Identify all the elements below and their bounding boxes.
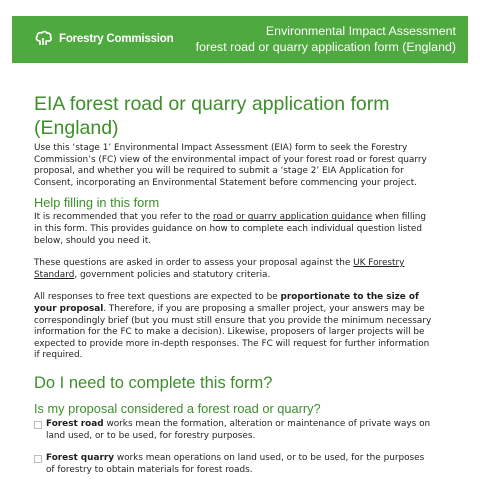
- question-heading: Is my proposal considered a forest road or quarry?: [34, 400, 321, 416]
- logo-text: Forestry Commission: [59, 32, 174, 45]
- option-forest-road: [34, 419, 434, 442]
- help-paragraph-2: [34, 258, 434, 281]
- banner-title-line2: forest road or quarry application form (England): [195, 39, 456, 54]
- forest-road-checkbox[interactable]: [34, 421, 42, 429]
- help-p3-text-before: All responses to free text questions are expected to be: [34, 292, 281, 303]
- help-p2-text-after: , government policies and statutory criteria.: [74, 269, 271, 280]
- forest-road-text: works mean the formation, alteration or maintenance of private ways on land used, or to be used, for forestry purposes.: [46, 418, 431, 441]
- guidance-link[interactable]: road or quarry application guidance: [213, 212, 373, 223]
- page-title: EIA forest road or quarry application form (England): [34, 93, 390, 139]
- intro-paragraph: Use this ‘stage 1’ Environmental Impact Assessment (EIA) form to seek the Forestry Commission’s (FC) view of the environmental impact of your forest road or forest quarry proposal, and whether you will be required to submit a ‘stage 2’ EIA Application for Consent, incorporating an Environmental Statement before commencing your project.: [34, 143, 427, 188]
- help-heading: Help filling in this form: [34, 195, 160, 211]
- banner-title: [196, 24, 456, 55]
- help-p1-text-after: when filling in this form. This provides guidance on how to complete each individual question listed below, should you need it.: [34, 212, 427, 246]
- tree-icon: [34, 30, 56, 47]
- header-banner: [12, 16, 468, 63]
- help-p2-text-before: These questions are asked in order to assess your proposal against the: [34, 258, 354, 269]
- forest-road-term: Forest road: [46, 418, 104, 429]
- option-forest-quarry: [34, 453, 434, 476]
- help-p3-bold: proportionate to the size of your proposal: [34, 292, 419, 314]
- help-paragraph-1: [34, 212, 434, 247]
- uk-forestry-standard-link[interactable]: UK Forestry Standard: [34, 258, 405, 280]
- help-p1-text-before: It is recommended that you refer to the: [34, 212, 214, 223]
- forestry-commission-logo[interactable]: [34, 30, 173, 47]
- forest-quarry-text: works mean operations on land used, or to be used, for the purposes of forestry to obtain materials for forest roads.: [46, 453, 425, 475]
- help-paragraph-3: [34, 292, 434, 362]
- need-heading: Do I need to complete this form?: [34, 373, 273, 392]
- forest-quarry-term: Forest quarry: [46, 453, 115, 464]
- banner-title-line1: Environmental Impact Assessment: [265, 24, 456, 38]
- forest-quarry-checkbox[interactable]: [34, 455, 42, 463]
- help-p3-text-after: . Therefore, if you are proposing a smaller project, your answers may be correspondingly brief (but you must still ensure that you provide the minimum necessary information for the FC to make a decision). Likewise, proposers of larger projects will be expected to provide more in-depth responses. The FC will request for further information if required.: [34, 303, 432, 361]
- main-content: [34, 92, 434, 476]
